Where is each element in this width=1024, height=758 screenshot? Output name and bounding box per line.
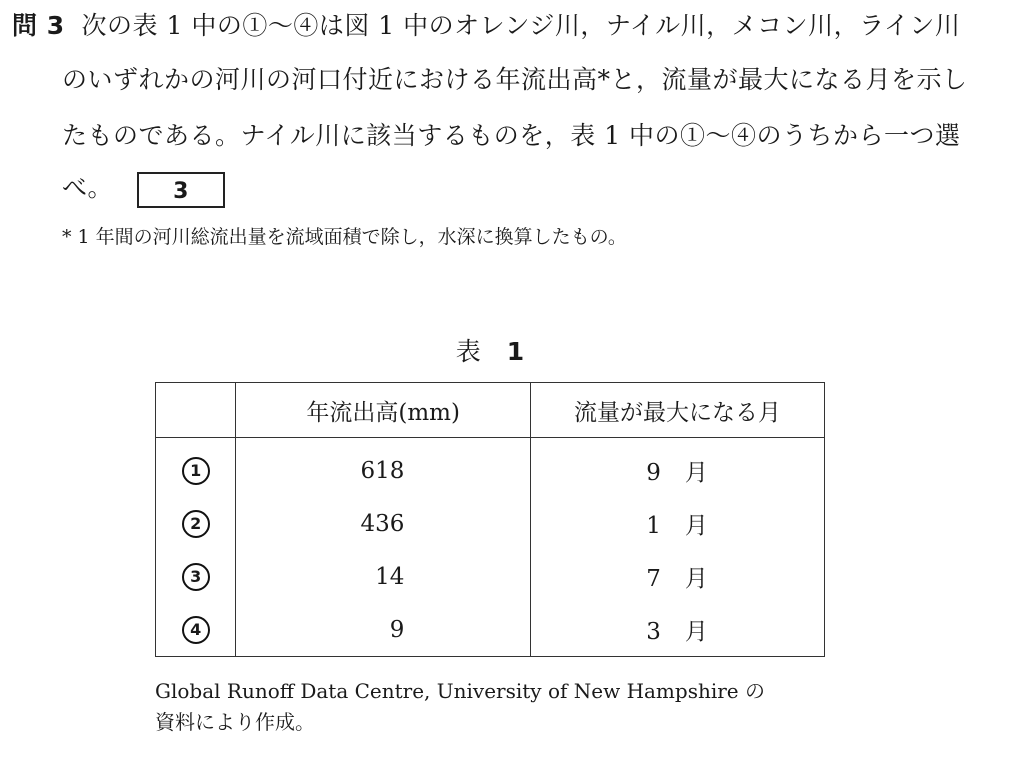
row-label-cell — [156, 550, 236, 603]
circled-number: 1 — [182, 457, 210, 485]
table-caption-number: 1 — [506, 337, 525, 366]
runoff-value: 436 — [360, 510, 405, 537]
month-value: 7 — [646, 566, 661, 592]
circled-number: 2 — [182, 510, 210, 538]
question-line-3: たものである。ナイル川に該当するものを，表 1 中の①〜④のうちから一つ選 — [62, 121, 961, 150]
question-text-4: べ。 — [62, 173, 114, 202]
circled-number: 4 — [182, 616, 210, 644]
runoff-value: 9 — [389, 616, 405, 643]
runoff-cell — [236, 603, 531, 657]
question-text-1: 次の表 1 中の①〜④は図 1 中のオレンジ川，ナイル川，メコン川，ライン川 — [81, 11, 961, 40]
runoff-value: 14 — [375, 563, 405, 590]
source-note — [155, 676, 765, 738]
runoff-table — [155, 382, 825, 657]
table-row — [156, 497, 825, 550]
header-annual-runoff: 年流出高(mm) — [236, 383, 531, 438]
question-line-2: のいずれかの河川の河口付近における年流出高*と，流量が最大になる月を示し — [62, 65, 968, 94]
month-cell — [530, 550, 824, 603]
table-row — [156, 603, 825, 657]
month-unit: 月 — [684, 460, 708, 486]
month-cell — [530, 497, 824, 550]
runoff-cell — [236, 550, 531, 603]
table-row — [156, 438, 825, 498]
runoff-cell — [236, 438, 531, 498]
month-cell — [530, 438, 824, 498]
source-line-2: 資料により作成。 — [155, 710, 315, 734]
row-label-cell — [156, 603, 236, 657]
question-label: 問 3 — [12, 11, 65, 40]
month-value: 1 — [646, 513, 661, 539]
circled-number: 3 — [182, 563, 210, 591]
table-caption-label: 表 — [455, 337, 481, 366]
month-value: 9 — [646, 460, 661, 486]
table-row — [156, 550, 825, 603]
table-header-row — [156, 383, 825, 438]
runoff-cell — [236, 497, 531, 550]
month-value: 3 — [646, 619, 661, 645]
table-caption — [0, 332, 980, 368]
month-unit: 月 — [684, 566, 708, 592]
header-blank — [156, 383, 236, 438]
month-unit: 月 — [684, 619, 708, 645]
footnote: * 1 年間の河川総流出量を流域面積で除し，水深に換算したもの。 — [62, 226, 627, 248]
runoff-value: 618 — [360, 457, 405, 484]
question-line-4 — [62, 168, 225, 208]
header-peak-month: 流量が最大になる月 — [530, 383, 824, 438]
month-cell — [530, 603, 824, 657]
question-line-1 — [12, 6, 960, 42]
month-unit: 月 — [684, 513, 708, 539]
source-line-1: Global Runoff Data Centre, University of New Hampshire の — [155, 679, 765, 703]
answer-box[interactable]: 3 — [137, 172, 225, 208]
row-label-cell — [156, 497, 236, 550]
row-label-cell — [156, 438, 236, 498]
